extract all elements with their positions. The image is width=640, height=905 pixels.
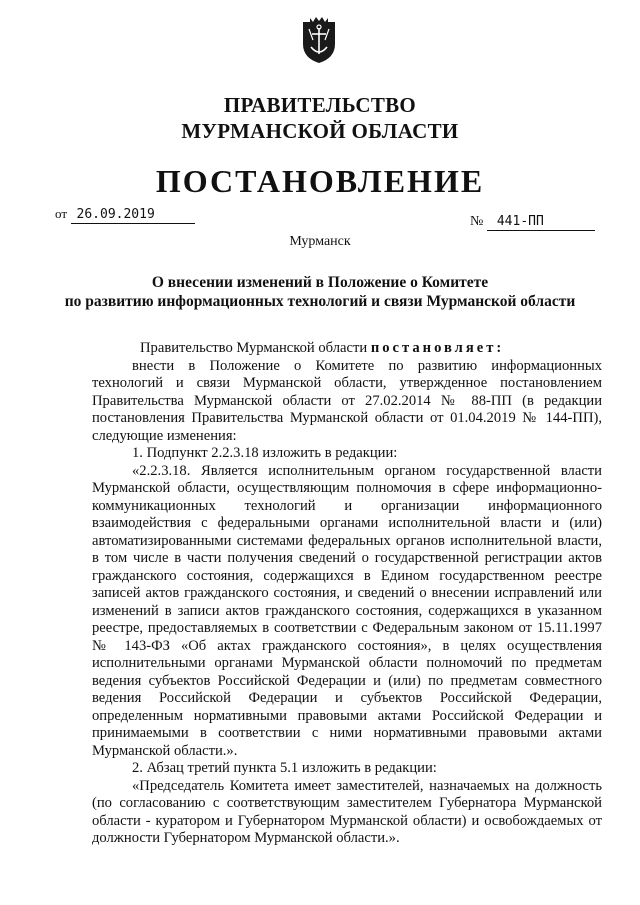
document-title <box>40 273 600 311</box>
government-name-line2: МУРМАНСКОЙ ОБЛАСТИ <box>181 119 459 143</box>
city: Мурманск <box>289 234 351 249</box>
paragraph-1: внести в Положение о Комитете по развитию информационных технологий и связи Мурманской области, утвержденное постановлением Правительства Мурманской области от 27.02.2014 № 88-ПП (в редакции постановления Правительства Мурманской области от 01.04.2019 № 144-ПП), следующие изменения: <box>92 357 602 444</box>
intro-paragraph <box>92 340 602 358</box>
paragraph-2: 1. Подпункт 2.2.3.18 изложить в редакции: <box>132 445 398 461</box>
paragraph-3: «2.2.3.18. Является исполнительным органом государственной власти Мурманской области, осуществляющим полномочия в сфере информационно-коммуникационных технологий и организации информационного взаимодействия с федеральными органами исполнительной власти и (или) автоматизированными системами федеральных органов исполнительной власти, в том числе в части получения сведений о государственной регистрации актов гражданского состояния, содержащихся в Едином государственном реестре записей актов гражданского состояния, и сведений о внесении исправлений или изменений в записи актов гражданского состояния, содержащихся в указанном реестре, предоставляемых в соответствии с Федеральным законом от 15.11.1997 № 143-ФЗ «Об актах гражданского состояния», в целях осуществления исполнительными органами Мурманской области полномочий по предметам ведения субъектов Российской Федерации и (или) по предметам совместного ведения Российской Федерации и субъектов Российской Федерации, определенным нормативными правовыми актами Российской Федерации и принимаемыми в соответствии с ними нормативными правовыми актами Мурманской области.». <box>92 462 602 759</box>
date-row <box>55 206 195 224</box>
document-type: ПОСТАНОВЛЕНИЕ <box>155 163 485 199</box>
coat-of-arms-icon <box>300 14 338 64</box>
number-value: 441-ПП <box>487 214 595 231</box>
paragraph-4: 2. Абзац третий пункта 5.1 изложить в редакции: <box>132 760 437 776</box>
title-line1: О внесении изменений в Положение о Комитете <box>151 274 489 291</box>
government-name-line1: ПРАВИТЕЛЬСТВО <box>223 93 417 117</box>
intro-lead: Правительство Мурманской области <box>140 340 371 356</box>
number-label: № <box>470 214 484 229</box>
number-row <box>470 214 595 231</box>
paragraph-5: «Председатель Комитета имеет заместителей, назначаемых на должность (по согласованию с соответствующим заместителем Губернатора Мурманской области - куратором и Губернатором Мурманской области) и освобождаемых от должности Губернатором Мурманской области.». <box>92 777 602 846</box>
date-label: от <box>55 206 68 221</box>
intro-verb: постановляет: <box>370 340 505 356</box>
date-value: 26.09.2019 <box>71 207 195 224</box>
title-line2: по развитию информационных технологий и связи Мурманской области <box>64 293 576 310</box>
document-body <box>92 340 602 848</box>
